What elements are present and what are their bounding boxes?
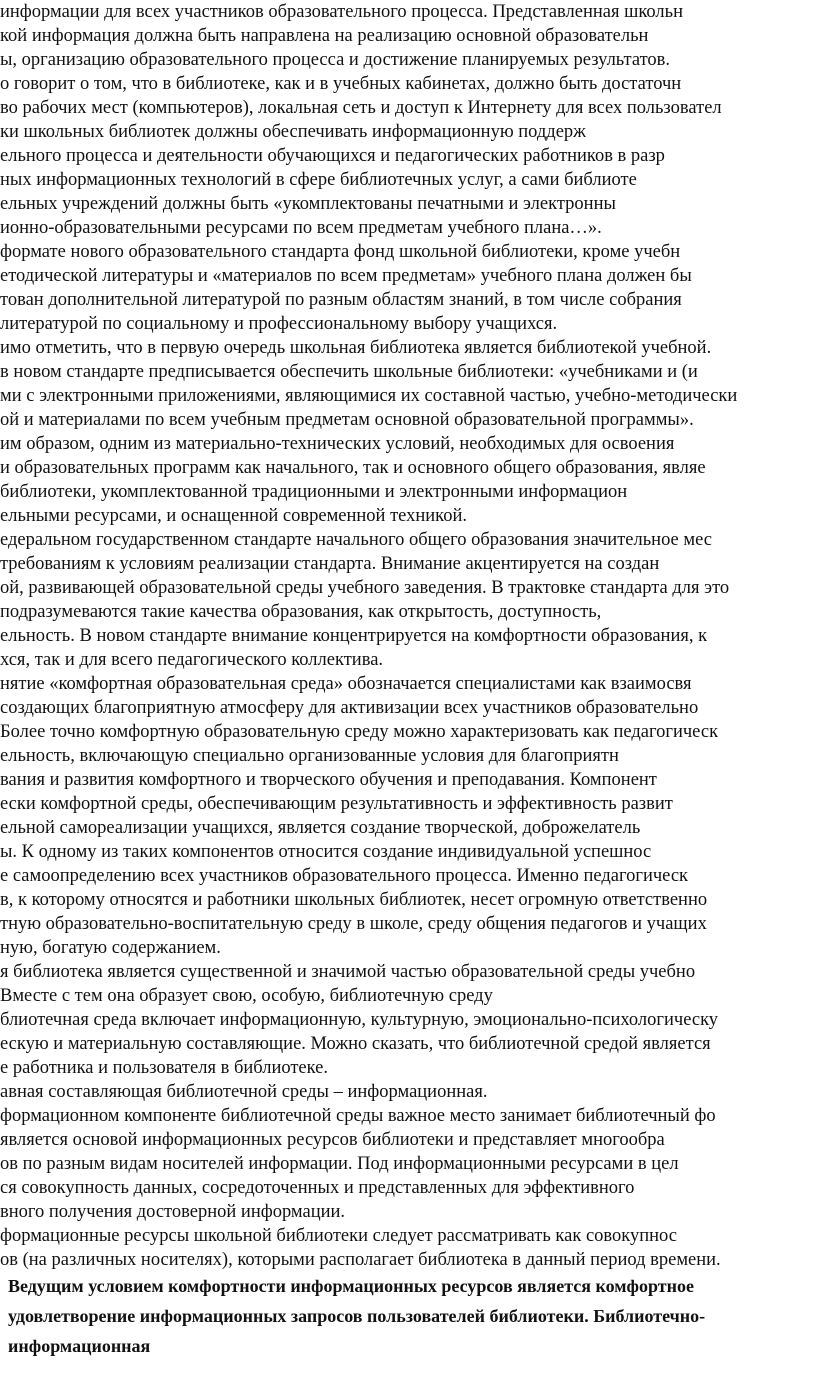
text-line: требованиям к условиям реализации стандарта. Внимание акцентируется на создан	[0, 554, 660, 574]
text-line: ой и материалами по всем учебным предметам основной образовательной программы».	[0, 410, 694, 430]
text-line: тную образовательно-воспитательную среду в школе, среду общения педагогов и учащих	[0, 914, 707, 934]
text-line: литературой по социальному и профессиональному выбору учащихся.	[0, 314, 558, 334]
text-line: в, к которому относятся и работники школьных библиотек, несет огромную ответственно	[0, 890, 708, 910]
text-line: ную, богатую содержанием.	[0, 938, 221, 958]
bold-text-line: Ведущим условием комфортности информационных ресурсов является комфортное	[8, 1276, 694, 1296]
text-line: ельной самореализации учащихся, является создание творческой, доброжелатель	[0, 818, 641, 838]
text-line: етодической литературы и «материалов по всем предметам» учебного плана должен бы	[0, 266, 692, 286]
text-line: ельность. В новом стандарте внимание концентрируется на комфортности образования, к	[0, 626, 708, 646]
text-line: ой, развивающей образовательной среды учебного заведения. В трактовке стандарта для это	[0, 578, 730, 598]
text-line: о говорит о том, что в библиотеке, как и в учебных кабинетах, должно быть достаточн	[0, 74, 682, 94]
text-line: ионно-образовательными ресурсами по всем предметам учебного плана…».	[0, 218, 602, 238]
bold-text-line: удовлетворение информационных запросов пользователей библиотеки. Библиотечно-	[8, 1306, 706, 1326]
text-line: вного получения достоверной информации.	[0, 1202, 346, 1222]
text-line: формате нового образовательного стандарта фонд школьной библиотеки, кроме учебн	[0, 242, 681, 262]
text-line: ельных учреждений должны быть «укомплектованы печатными и электронны	[0, 194, 616, 214]
text-line: е работника и пользователя в библиотеке.	[0, 1058, 329, 1078]
text-line: ельного процесса и деятельности обучающихся и педагогических работников в разр	[0, 146, 665, 166]
text-line: им образом, одним из материально-технических условий, необходимых для освоения	[0, 434, 675, 454]
text-line: авная составляющая библиотечной среды – информационная.	[0, 1082, 488, 1102]
text-line: едеральном государственном стандарте начального общего образования значительное мес	[0, 530, 712, 550]
text-line: е самоопределению всех участников образовательного процесса. Именно педагогическ	[0, 866, 689, 886]
text-line: создающих благоприятную атмосферу для активизации всех участников образовательно	[0, 698, 699, 718]
text-line: я библиотека является существенной и значимой частью образовательной среды учебно	[0, 962, 696, 982]
text-line: тован дополнительной литературой по разным областям знаний, в том числе собрания	[0, 290, 682, 310]
text-line: ов по разным видам носителей информации. Под информационными ресурсами в цел	[0, 1154, 679, 1174]
text-line: формационные ресурсы школьной библиотеки следует рассматривать как совокупнос	[0, 1226, 677, 1246]
text-line: является основой информационных ресурсов библиотеки и представляет многообра	[0, 1130, 665, 1150]
text-line: во рабочих мест (компьютеров), локальная сеть и доступ к Интернету для всех пользовател	[0, 98, 722, 118]
bold-text-line: информационная	[8, 1336, 151, 1356]
text-line: формационном компоненте библиотечной среды важное место занимает библиотечный фо	[0, 1106, 716, 1126]
text-line: ки школьных библиотек должны обеспечивать информационную поддерж	[0, 122, 586, 142]
text-line: информации для всех участников образовательного процесса. Представленная школьн	[0, 2, 684, 22]
text-line: подразумеваются такие качества образования, как открытость, доступность,	[0, 602, 602, 622]
text-line: и образовательных программ как начального, так и основного общего образования, являе	[0, 458, 706, 478]
text-line: ельными ресурсами, и оснащенной современной техникой.	[0, 506, 468, 526]
text-line: нятие «комфортная образовательная среда» обозначается специалистами как взаимосвя	[0, 674, 692, 694]
text-line: ы, организацию образовательного процесса и достижение планируемых результатов.	[0, 50, 671, 70]
text-line: Вместе с тем она образует свою, особую, библиотечную среду	[0, 986, 493, 1006]
text-line: ся совокупность данных, сосредоточенных и представленных для эффективного	[0, 1178, 635, 1198]
text-line: ных информационных технологий в сфере библиотечных услуг, а сами библиоте	[0, 170, 637, 190]
text-line: ми с электронными приложениями, являющимися их составной частью, учебно-методически	[0, 386, 738, 406]
text-line: имо отметить, что в первую очередь школьная библиотека является библиотекой учебной.	[0, 338, 712, 358]
text-line: ескую и материальную составляющие. Можно сказать, что библиотечной средой является	[0, 1034, 711, 1054]
text-line: кой информация должна быть направлена на реализацию основной образовательн	[0, 26, 649, 46]
text-line: блиотечная среда включает информационную, культурную, эмоционально-психологическу	[0, 1010, 719, 1030]
text-line: в новом стандарте предписывается обеспечить школьные библиотеки: «учебниками и (и	[0, 362, 698, 382]
text-line: ов (на различных носителях), которыми располагает библиотека в данный период времени.	[0, 1250, 721, 1270]
text-line: ельность, включающую специально организованные условия для благоприятн	[0, 746, 619, 766]
text-line: вания и развития комфортного и творческого обучения и преподавания. Компонент	[0, 770, 657, 790]
text-line: хся, так и для всего педагогического коллектива.	[0, 650, 384, 670]
text-line: библиотеки, укомплектованной традиционными и электронными информацион	[0, 482, 628, 502]
text-line: ы. К одному из таких компонентов относится создание индивидуальной успешнос	[0, 842, 652, 862]
text-line: Более точно комфортную образовательную среду можно характеризовать как педагогическ	[0, 722, 719, 742]
text-line: ески комфортной среды, обеспечивающим результативность и эффективность развит	[0, 794, 673, 814]
